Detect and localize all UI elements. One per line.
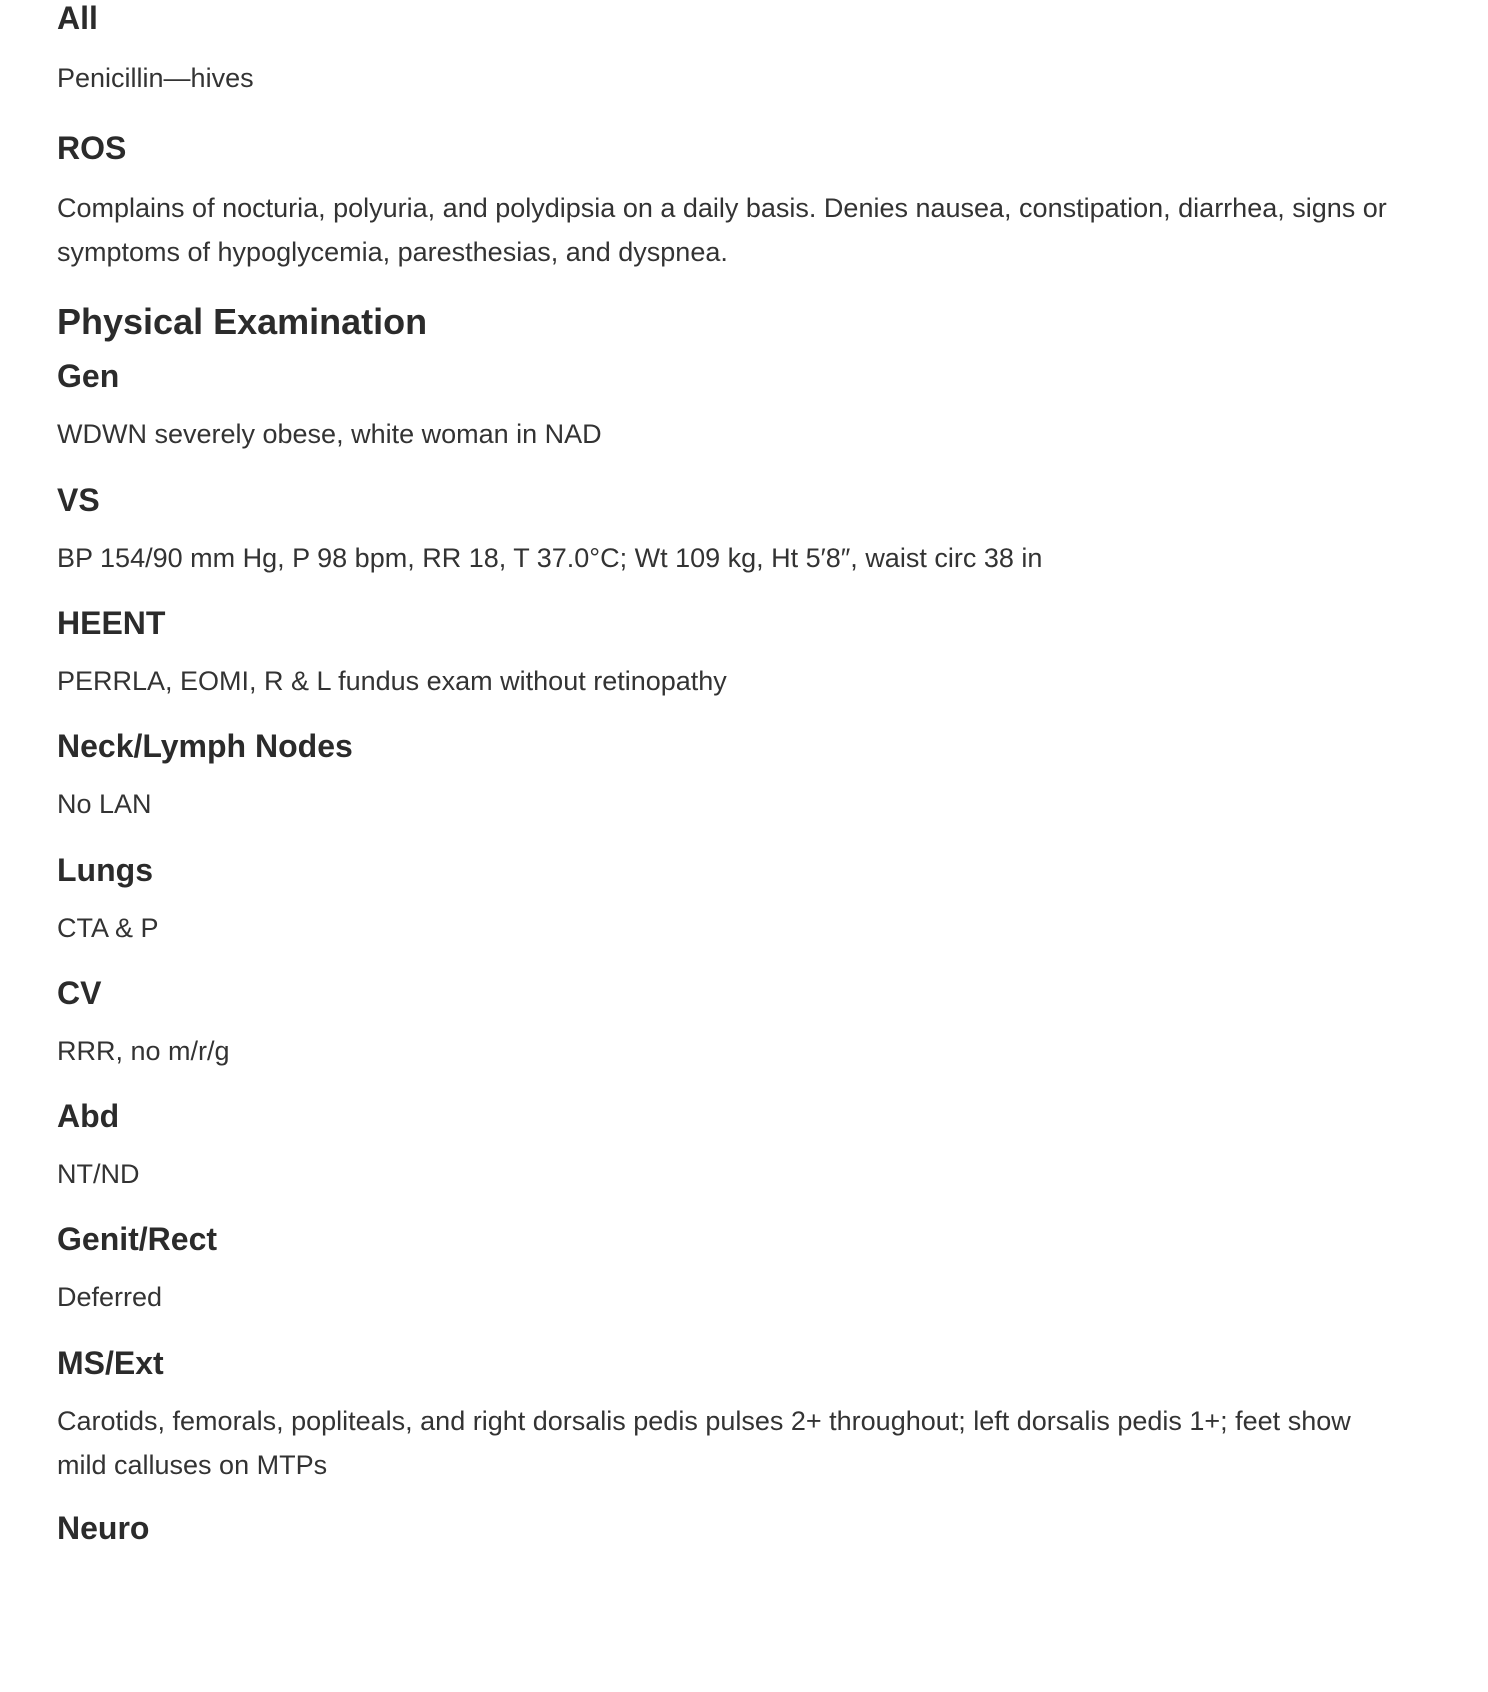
exam-item-heading: Abd bbox=[57, 1098, 120, 1134]
exam-item-gen bbox=[57, 356, 1417, 449]
exam-item-text: No LAN bbox=[57, 789, 152, 819]
exam-item-heading: CV bbox=[57, 975, 102, 1011]
exam-item-text: Deferred bbox=[57, 1282, 163, 1312]
exam-item-heent bbox=[57, 603, 1417, 696]
exam-item-text: RRR, no m/r/g bbox=[57, 1036, 230, 1066]
exam-item-heading: VS bbox=[57, 482, 100, 518]
exam-item-genit-rect bbox=[57, 1219, 1417, 1312]
exam-item-text: Carotids, femorals, popliteals, and right dorsalis pedis pulses 2+ throughout; left dorsalis pedis 1+; feet show mild calluses on MTPs bbox=[57, 1406, 1351, 1480]
allergies-heading: All bbox=[57, 0, 98, 36]
exam-item-heading: Gen bbox=[57, 358, 120, 394]
exam-item-text: CTA & P bbox=[57, 913, 159, 943]
exam-item-cv bbox=[57, 973, 1417, 1066]
exam-item-text: NT/ND bbox=[57, 1159, 140, 1189]
exam-item-text: PERRLA, EOMI, R & L fundus exam without retinopathy bbox=[57, 666, 727, 696]
exam-item-text: WDWN severely obese, white woman in NAD bbox=[57, 419, 602, 449]
exam-item-heading: MS/Ext bbox=[57, 1345, 164, 1381]
exam-item-neck bbox=[57, 726, 1417, 819]
exam-item-heading: Genit/Rect bbox=[57, 1221, 218, 1257]
ros-section bbox=[57, 128, 1417, 267]
exam-item-abd bbox=[57, 1096, 1417, 1189]
exam-item-lungs bbox=[57, 850, 1417, 943]
allergies-text: Penicillin—hives bbox=[57, 63, 254, 93]
exam-item-heading: HEENT bbox=[57, 605, 166, 641]
exam-item-ms-ext bbox=[57, 1343, 1417, 1480]
exam-item-neuro bbox=[57, 1508, 1417, 1548]
exam-item-heading: Neck/Lymph Nodes bbox=[57, 728, 353, 764]
exam-item-heading: Neuro bbox=[57, 1510, 150, 1546]
exam-item-heading: Lungs bbox=[57, 852, 153, 888]
ros-heading: ROS bbox=[57, 130, 127, 166]
physical-exam-heading: Physical Examination bbox=[57, 301, 428, 342]
exam-item-text: BP 154/90 mm Hg, P 98 bpm, RR 18, T 37.0°C; Wt 109 kg, Ht 5′8″, waist circ 38 in bbox=[57, 543, 1043, 573]
physical-exam-section bbox=[57, 300, 1417, 344]
ros-text: Complains of nocturia, polyuria, and polydipsia on a daily basis. Denies nausea, constipation, diarrhea, signs or symptoms of hypoglycemia, paresthesias, and dyspnea. bbox=[57, 193, 1387, 267]
exam-item-vs bbox=[57, 480, 1417, 573]
